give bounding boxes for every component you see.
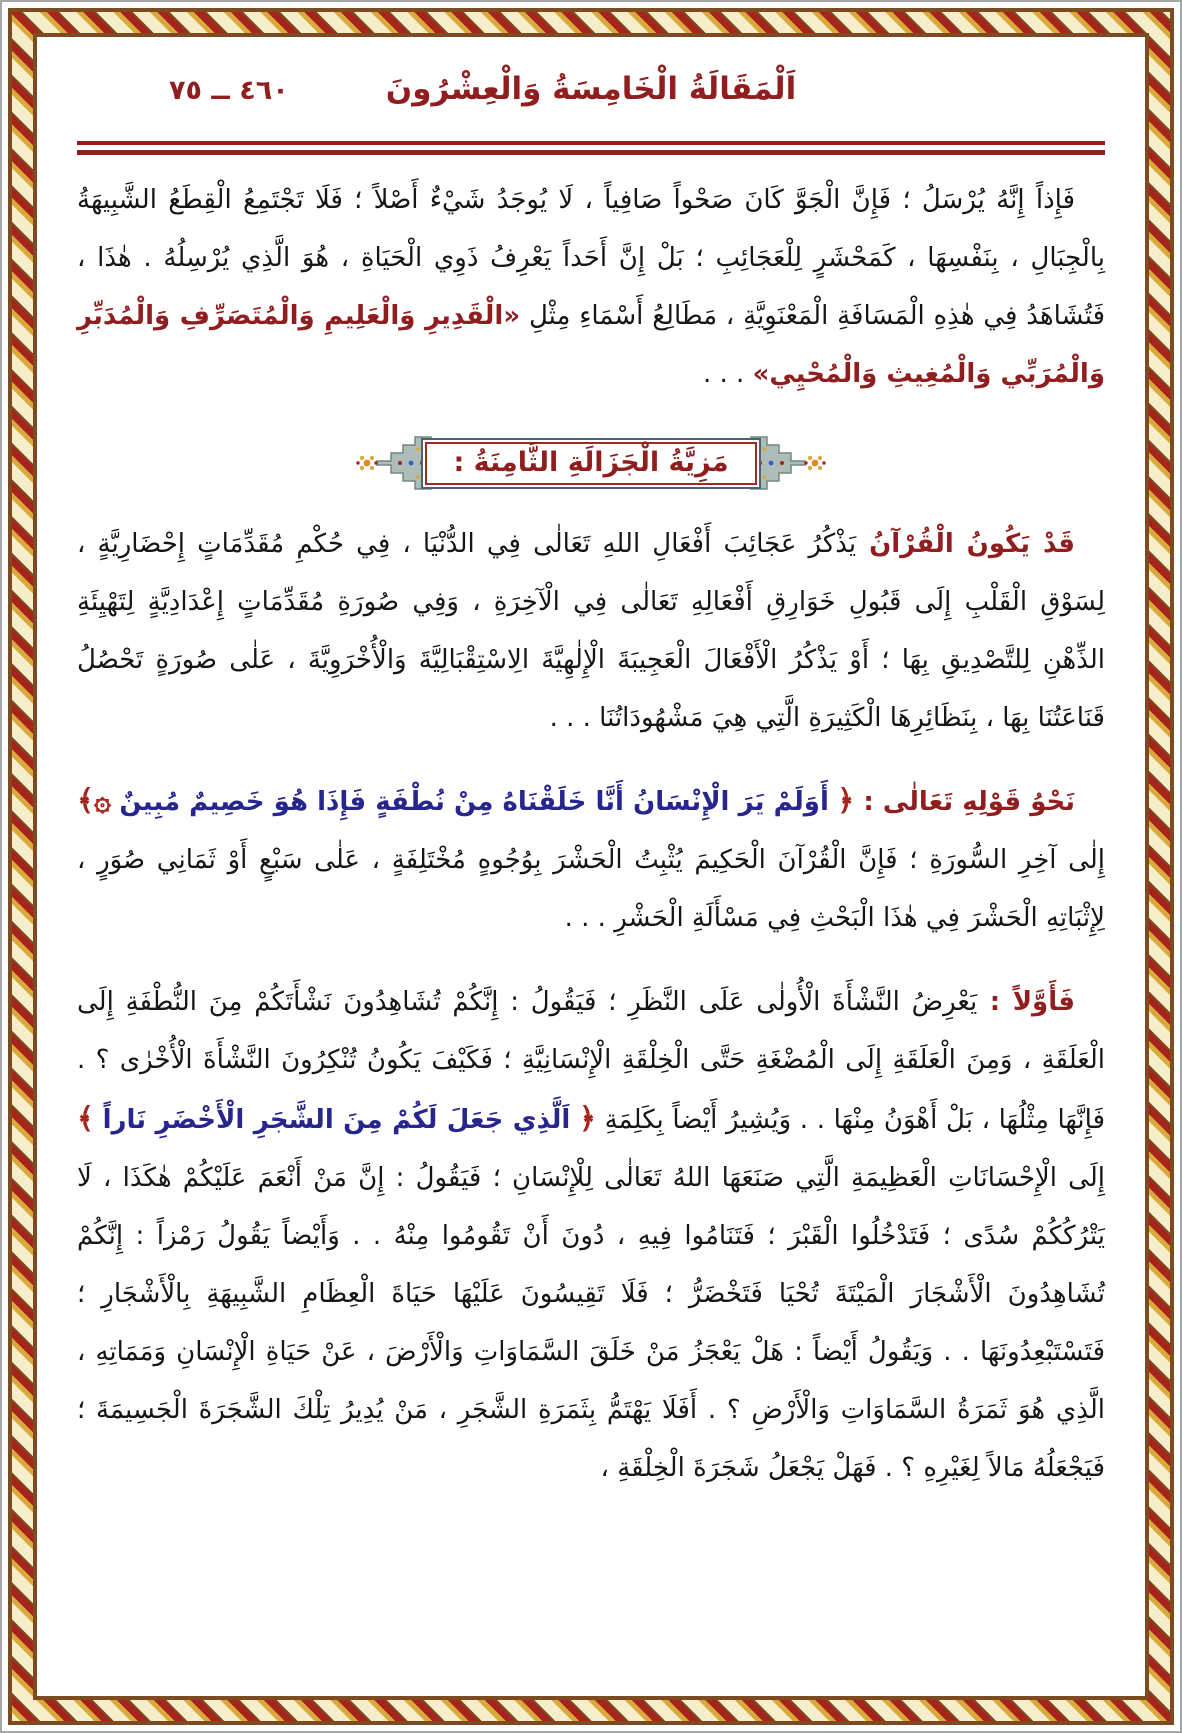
page-title: اَلْمَقَالَةُ الْخَامِسَةُ وَالْعِشْرُونَ	[385, 71, 797, 107]
section-heading-box	[421, 438, 760, 489]
page-number: ٤٦٠ ــ ٧٥	[169, 75, 289, 106]
paragraph-verse	[77, 771, 1105, 947]
paragraph-opener: فَأَوَّلاً :	[977, 987, 1076, 1017]
ornamental-chain-border	[8, 8, 1174, 1725]
verse-open-bracket: ﴿	[578, 1101, 596, 1135]
paragraph-opener: قَدْ يَكُونُ الْقُرْآنُ	[856, 529, 1075, 559]
divine-names-quote: «الْقَدِيرِ وَالْعَلِيمِ وَالْمُتَصَرِّفِ وَالْمُدَبِّرِ وَالْمُرَبِّي وَالْمُغِيثِ وَالْمُحْيِي»	[77, 301, 1105, 389]
text-segment: إِلٰى آخِرِ السُّورَةِ ؛ فَإِنَّ الْقُرْآنَ الْحَكِيمَ يُثْبِتُ الْحَشْرَ بِوُجُوهٍ مُخْتَلِفَةٍ ، عَلٰى سَبْعٍ أَوْ ثَمَانِي صُوَرٍ ، لِإِثْبَاتِهِ الْحَشْرَ فِي هٰذَا الْبَحْثِ فِي مَسْأَلَةِ الْحَشْرِ . . .	[77, 845, 1105, 933]
content-area	[33, 33, 1149, 1700]
text-segment: فَإِذاً إِنَّهُ يُرْسَلُ ؛ فَإِنَّ الْجَوَّ كَانَ صَحْواً صَافِياً ، لَا يُوجَدُ شَيْءٌ أَصْلاً ؛ فَلَا تَجْتَمِعُ الْقِطَعُ الشَّبِيهَةُ بِالْجِبَالِ ، بِنَفْسِهَا ، كَمَحْشَرٍ لِلْعَجَائِبِ ؛ بَلْ إِنَّ أَحَداً يَعْرِفُ ذَوِي الْحَيَاةِ ، هُوَ الَّذِي يُرْسِلُهُ . هٰذَا ، فَتُشَاهَدُ فِي هٰذِهِ الْمَسَافَةِ الْمَعْنَوِيَّةِ ، مَطَالِعُ أَسْمَاءِ مِثْلِ	[77, 185, 1105, 331]
verse-close-bracket: ﴾	[77, 1101, 94, 1135]
text-segment: . . .	[702, 359, 745, 389]
paragraph-quran-mentions	[77, 515, 1105, 747]
quran-verse: أَوَلَمْ يَرَ الْإِنْسَانُ أَنَّا خَلَقْنَاهُ مِنْ نُطْفَةٍ فَإِذَا هُوَ خَصِيمٌ مُبِينٌ	[119, 787, 829, 817]
paragraph-first-proof	[77, 973, 1105, 1497]
floral-ornament-right-icon	[749, 433, 833, 493]
quran-verse: اَلَّذِي جَعَلَ لَكُمْ مِنَ الشَّجَرِ الْأَخْضَرِ نَاراً	[102, 1105, 571, 1135]
paragraph-opener: نَحْوُ قَوْلِهِ تَعَالٰى :	[854, 787, 1076, 817]
text-segment: إِلَى الْإِحْسَانَاتِ الْعَظِيمَةِ الَّتِي صَنَعَهَا اللهُ تَعَالٰى لِلْإِنْسَانِ ؛ فَيَقُولُ : إِنَّ مَنْ أَنْعَمَ عَلَيْكُمْ هٰكَذَا ، لَا يَتْرُكُكُمْ سُدًى ؛ فَتَدْخُلُوا الْقَبْرَ ؛ فَتَنَامُوا فِيهِ ، دُونَ أَنْ تَقُومُوا مِنْهُ . . وَأَيْضاً يَقُولُ رَمْزاً : إِنَّكُمْ تُشَاهِدُونَ الْأَشْجَارَ الْمَيْتَةَ تُحْيَا فَتَخْضَرُّ ؛ فَلَا تَقِيسُونَ عَلَيْهَا حَيَاةَ الْعِظَامِ الشَّبِيهَةِ بِالْأَشْجَارِ ؛ فَتَسْتَبْعِدُونَهَا . . وَيَقُولُ أَيْضاً : هَلْ يَعْجَزُ مَنْ خَلَقَ السَّمَاوَاتِ وَالْأَرْضَ ، عَنْ حَيَاةِ الْإِنْسَانِ وَمَمَاتِهِ ، الَّذِي هُوَ ثَمَرَةُ السَّمَاوَاتِ وَالْأَرْضِ ؟ . أَفَلَا يَهْتَمُّ بِثَمَرَةِ الشَّجَرِ ، مَنْ يُدِيرُ تِلْكَ الشَّجَرَةَ الْجَسِيمَةَ ؛ فَيَجْعَلُهُ مَالاً لِغَيْرِهِ ؟ . فَهَلْ يَجْعَلُ شَجَرَةَ الْخِلْقَةِ ،	[77, 1163, 1105, 1483]
page-header	[77, 63, 1105, 127]
paragraph-intro	[77, 171, 1105, 403]
body-text	[77, 171, 1105, 1497]
section-heading	[77, 427, 1105, 499]
verse-open-bracket: ﴿	[837, 783, 855, 817]
text-segment: يَعْرِضُ النَّشْأَةَ الْأُولٰى عَلَى النَّظَرِ ؛ فَيَقُولُ : إِنَّكُمْ تُشَاهِدُونَ نَشْأَتَكُمْ مِنَ النُّطْفَةِ إِلَى الْعَلَقَةِ ، وَمِنَ الْعَلَقَةِ إِلَى الْمُضْغَةِ حَتَّى الْخِلْقَةِ الْإِنْسَانِيَّةِ ؛ فَكَيْفَ يَكُونُ تُنْكِرُونَ النَّشْأَةَ الْأُخْرٰى ؟ . فَإِنَّهَا مِثْلُهَا ، بَلْ أَهْوَنُ مِنْهَا . . وَيُشِيرُ أَيْضاً بِكَلِمَةِ	[77, 987, 1106, 1135]
text-segment: يَذْكُرُ عَجَائِبَ أَفْعَالِ اللهِ تَعَالٰى فِي الدُّنْيَا ، فِي حُكْمِ مُقَدِّمَاتٍ إِحْضَارِيَّةٍ ، لِسَوْقِ الْقَلْبِ إِلَى قَبُولِ خَوَارِقِ أَفْعَالِهِ تَعَالٰى فِي الْآخِرَةِ ، وَفِي صُورَةِ مُقَدِّمَاتٍ إِعْدَادِيَّةٍ لِتَهْيِئَةِ الذِّهْنِ لِلتَّصْدِيقِ بِهَا ؛ أَوْ يَذْكُرُ الْأَفْعَالَ الْعَجِيبَةَ الْإِلٰهِيَّةَ الِاسْتِقْبَالِيَّةَ وَالْأُخْرَوِيَّةَ ، عَلٰى صُورَةٍ تَحْصُلُ قَنَاعَتُنَا بِهَا ، بِنَظَائِرِهَا الْكَثِيرَةِ الَّتِي هِيَ مَشْهُودَاتُنَا . . .	[77, 529, 1105, 733]
header-double-rule	[77, 141, 1105, 155]
verse-close-bracket: ۞﴾	[77, 783, 111, 817]
section-heading-title: مَزِيَّةُ الْجَزَالَةِ الثَّامِنَةُ :	[453, 446, 729, 478]
